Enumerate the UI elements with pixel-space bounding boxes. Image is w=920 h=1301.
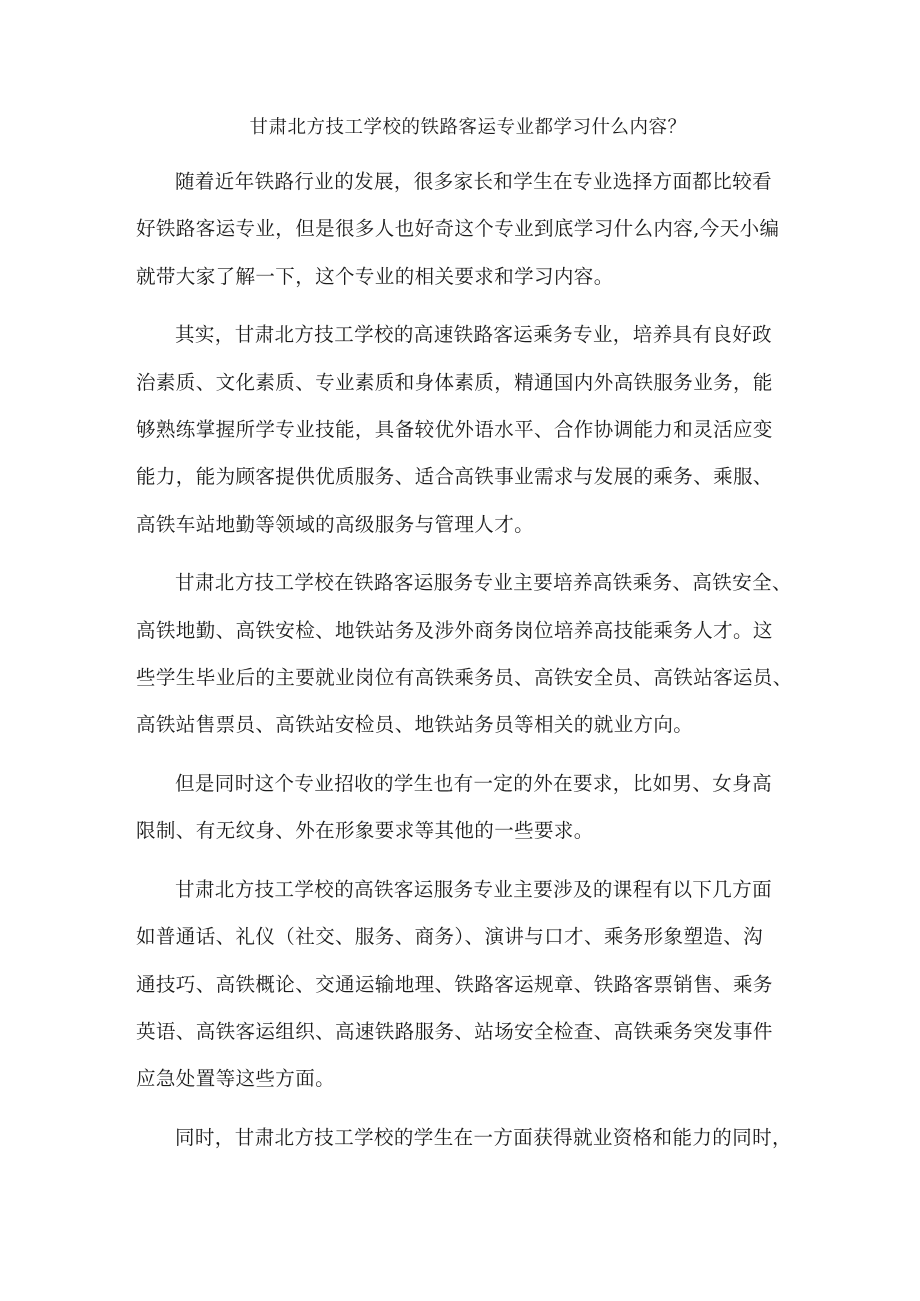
text-line: 些学生毕业后的主要就业岗位有高铁乘务员、高铁安全员、高铁站客运员、 — [136, 666, 793, 690]
text-line: 治素质、文化素质、专业素质和身体素质，精通国内外高铁服务业务，能 — [136, 370, 773, 394]
text-line: 高铁站售票员、高铁站安检员、地铁站务员等相关的就业方向。 — [136, 713, 694, 737]
text-line: 甘肃北方技工学校的高铁客运服务专业主要涉及的课程有以下几方面 — [175, 877, 773, 901]
text-line: 但是同时这个专业招收的学生也有一定的外在要求，比如男、女身高 — [175, 771, 773, 795]
text-line: 如普通话、礼仪（社交、服务、商务）、演讲与口才、乘务形象塑造、沟 — [136, 925, 764, 949]
document-page — [136, 112, 800, 1172]
paragraph-training-goals — [136, 311, 800, 548]
text-line: 随着近年铁路行业的发展，很多家长和学生在专业选择方面都比较看 — [175, 170, 773, 193]
text-line: 通技巧、高铁概论、交通运输地理、铁路客运规章、铁路客票销售、乘务 — [136, 972, 773, 996]
text-line: 能力，能为顾客提供优质服务、适合高铁事业需求与发展的乘务、乘服、 — [136, 465, 773, 489]
text-line: 高铁地勤、高铁安检、地铁站务及涉外商务岗位培养高技能乘务人才。这 — [136, 618, 773, 642]
text-line: 英语、高铁客运组织、高速铁路服务、站场安全检查、高铁乘务突发事件 — [136, 1019, 773, 1043]
text-line: 够熟练掌握所学专业技能，具备较优外语水平、合作协调能力和灵活应变 — [136, 418, 773, 442]
paragraph-courses — [136, 866, 800, 1103]
paragraph-requirements — [136, 760, 800, 855]
paragraph-closing — [136, 1114, 800, 1161]
text-line: 好铁路客运专业，但是很多人也好奇这个专业到底学习什么内容,今天小编 — [136, 217, 780, 241]
text-line: 高铁车站地勤等领域的高级服务与管理人才。 — [136, 512, 535, 536]
text-line: 就带大家了解一下，这个专业的相关要求和学习内容。 — [136, 264, 614, 288]
text-line: 应急处置等这些方面。 — [136, 1067, 336, 1091]
paragraph-intro — [136, 158, 800, 300]
text-line: 同时，甘肃北方技工学校的学生在一方面获得就业资格和能力的同时， — [175, 1125, 792, 1149]
document-title: 甘肃北方技工学校的铁路客运专业都学习什么内容？ — [249, 117, 687, 138]
text-line: 限制、有无纹身、外在形象要求等其他的一些要求。 — [136, 819, 594, 843]
text-line: 其实，甘肃北方技工学校的高速铁路客运乘务专业，培养具有良好政 — [175, 323, 773, 347]
paragraph-career-paths — [136, 559, 800, 749]
text-line: 甘肃北方技工学校在铁路客运服务专业主要培养高铁乘务、高铁安全、 — [175, 571, 792, 595]
